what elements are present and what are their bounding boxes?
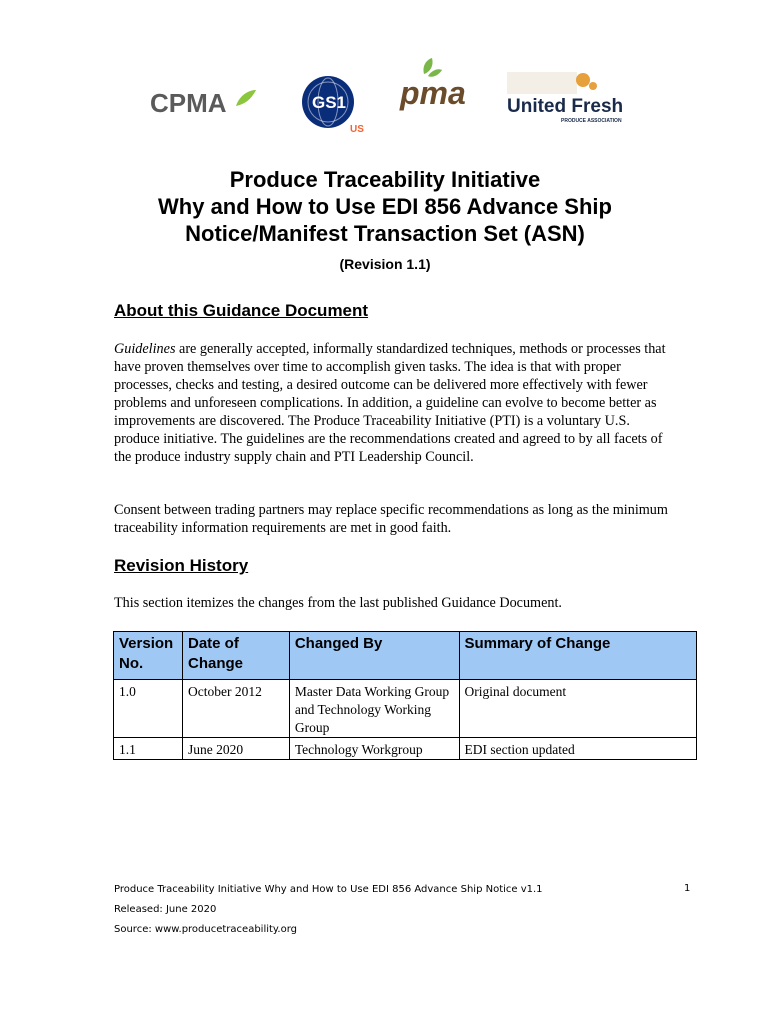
- page-number: 1: [684, 883, 691, 894]
- cell-summary: EDI section updated: [459, 738, 696, 760]
- gs1-sub-text: US: [350, 124, 364, 134]
- table-header-row: [114, 632, 697, 680]
- cell-date: June 2020: [182, 738, 289, 760]
- header-summary: Summary of Change: [459, 632, 696, 680]
- footer-title: Produce Traceability Initiative Why and How to Use EDI 856 Advance Ship Notice v1.1: [114, 884, 543, 895]
- header-version: Version No.: [114, 632, 183, 680]
- about-paragraph-2: Consent between trading partners may replace specific recommendations as long as the minimum traceability information requirements are met in good faith.: [114, 502, 668, 536]
- united-fresh-logo-graphic: [503, 70, 633, 128]
- logo-bar: [0, 60, 770, 140]
- table-row: [114, 738, 697, 760]
- cell-version: 1.1: [114, 738, 183, 760]
- cell-summary: Original document: [459, 680, 696, 738]
- revision-label: (Revision 1.1): [339, 256, 431, 272]
- gs1-logo-text: GS1: [312, 93, 347, 112]
- cpma-logo-text: CPMA: [150, 88, 227, 118]
- footer-released: Released: June 2020: [114, 904, 217, 915]
- cell-date: October 2012: [182, 680, 289, 738]
- revision-history-heading: Revision History: [114, 556, 249, 575]
- table-row: [114, 680, 697, 738]
- cell-version: 1.0: [114, 680, 183, 738]
- united-fresh-logo: [503, 70, 633, 128]
- pma-logo-text: pma: [400, 75, 466, 111]
- document-title: [0, 166, 770, 272]
- title-line-1: Produce Traceability Initiative: [229, 167, 541, 192]
- about-paragraph-1-text: are generally accepted, informally standardized techniques, methods or processes that have proven themselves over time to accomplish given tasks. The idea is that with proper processes, checks and testing, a desired outcome can be delivered more effectively with fewer problems and unforeseen complications. In addition, a guideline can evolve to become better as improvements are discovered. The Produce Traceability Initiative (PTI) is a voluntary U.S. produce initiative. The guidelines are the recommendations created and agreed to by all facets of the produce industry supply chain and PTI Leadership Council.: [114, 341, 666, 465]
- revision-history-intro: This section itemizes the changes from the last published Guidance Document.: [114, 595, 562, 611]
- cell-changed-by: Technology Workgroup: [289, 738, 459, 760]
- cpma-leaf-icon: [236, 90, 256, 106]
- title-line-2: Why and How to Use EDI 856 Advance Ship: [158, 194, 612, 219]
- guidelines-term: Guidelines: [114, 341, 176, 357]
- cpma-logo: [148, 84, 258, 120]
- pma-logo-graphic: [398, 58, 478, 118]
- cell-changed-by: Master Data Working Group and Technology Working Group: [289, 680, 459, 738]
- header-changed-by: Changed By: [289, 632, 459, 680]
- united-fresh-sub-text: PRODUCE ASSOCIATION: [561, 118, 622, 124]
- gs1-logo: [298, 74, 370, 134]
- revision-history-table: [113, 631, 697, 760]
- footer-source: Source: www.producetraceability.org: [114, 924, 297, 935]
- pma-leaf-icon: [423, 58, 432, 74]
- pma-logo: [398, 58, 478, 118]
- about-heading: About this Guidance Document: [114, 301, 369, 320]
- title-line-3: Notice/Manifest Transaction Set (ASN): [185, 221, 585, 246]
- header-date: Date of Change: [182, 632, 289, 680]
- united-fresh-sun-icon: [576, 73, 590, 87]
- gs1-logo-graphic: [298, 74, 370, 134]
- united-fresh-logo-text: United Fresh: [507, 96, 624, 117]
- cpma-logo-graphic: [148, 84, 258, 120]
- about-paragraph-1: [114, 340, 674, 466]
